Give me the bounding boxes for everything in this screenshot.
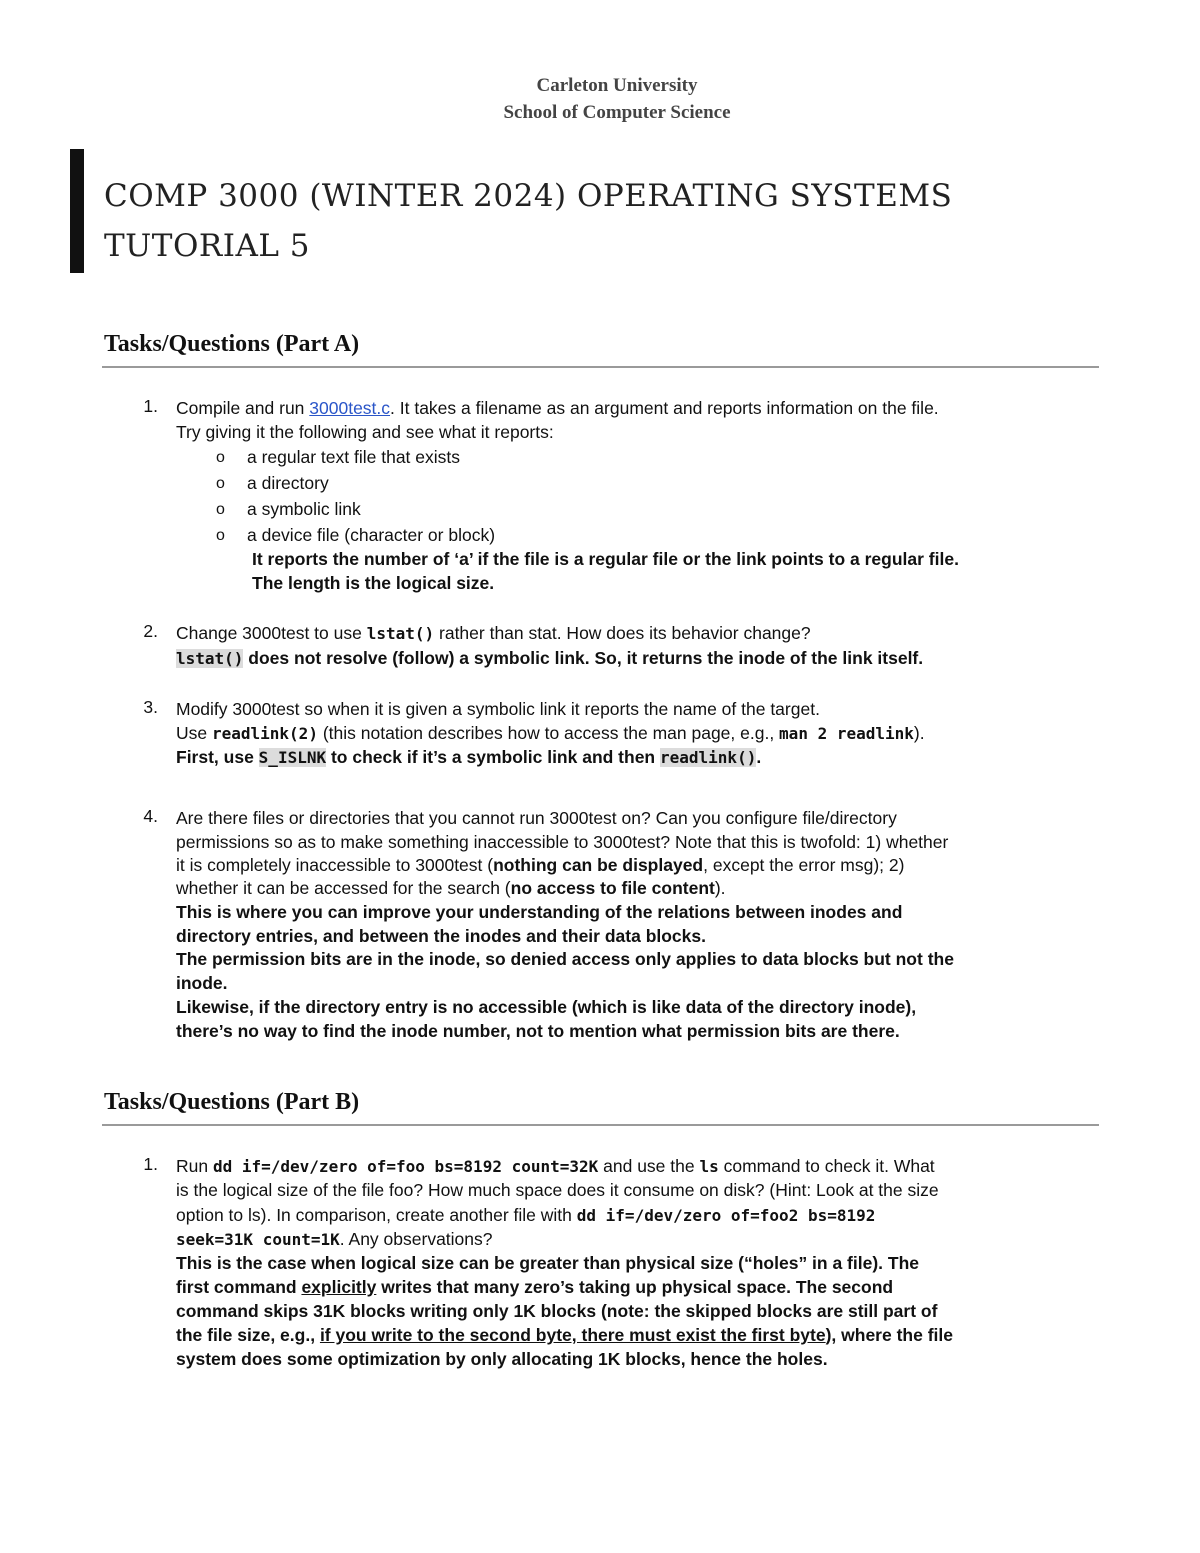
question-b1-line3 [176,1203,875,1228]
underlined-phrase: explicitly [301,1277,377,1297]
answer-text: inode. [176,973,228,993]
question-text: it is completely inaccessible to 3000test ( [176,855,494,875]
question-number: 1. [143,1154,158,1174]
bullet-marker: o [216,449,225,466]
question-text: ). [913,723,925,743]
answer-text: The permission bits are in the inode, so denied access only applies to data blocks but not the [176,949,954,969]
question-text: . Any observations? [339,1229,493,1249]
answer-b1-line2 [176,1275,893,1299]
question-text: Use [176,723,212,743]
answer-text: This is where you can improve your understanding of the relations between inodes and [176,902,903,922]
code-man-command: man 2 readlink [779,724,914,743]
question-a2-line1 [176,621,811,646]
question-number: 2. [143,621,158,641]
answer-text: first command [176,1277,302,1297]
school-name: School of Computer Science [503,102,731,123]
course-title: COMP 3000 (WINTER 2024) OPERATING SYSTEMS [104,178,953,214]
answer-text: Likewise, if the directory entry is no accessible (which is like data of the directory inode), [176,997,917,1017]
question-a1-line2: Try giving it the following and see what it reports: [176,422,554,442]
question-number: 4. [143,806,158,826]
question-a4-line4 [176,876,726,900]
bullet-marker: o [216,501,225,518]
question-text: . It takes a filename as an argument and reports information on the file. [390,398,939,418]
question-text: is the logical size of the file foo? How much space does it consume on disk? (Hint: Look at the size [176,1180,939,1200]
question-text: ). [714,878,726,898]
bold-phrase: nothing can be displayed [493,855,704,875]
question-number: 3. [143,697,158,717]
bold-phrase: no access to file content [510,878,715,898]
bullet-marker: o [216,527,225,544]
question-text: command to check it. What [718,1156,935,1176]
answer-text: The length is the logical size. [252,573,495,593]
answer-text: to check if it’s a symbolic link and then [326,747,660,767]
title-accent-bar [70,149,84,273]
question-b1-line4 [176,1227,493,1252]
answer-text: system does some optimization by only allocating 1K blocks, hence the holes. [176,1349,828,1369]
question-number: 1. [143,396,158,416]
answer-a2 [176,646,923,671]
question-text: , except the error msg); 2) [703,855,905,875]
bullet-item: a directory [247,473,329,493]
question-text: whether it can be accessed for the search ( [176,878,511,898]
answer-b1-line4 [176,1323,953,1347]
code-lstat: lstat() [366,624,435,643]
question-text: rather than stat. How does its behavior change? [434,623,811,643]
question-text: Run [176,1156,213,1176]
question-b1-line1 [176,1154,935,1179]
part-b-rule [102,1124,1099,1126]
answer-text: does not resolve (follow) a symbolic link. So, it returns the inode of the link itself. [243,648,924,668]
code-readlink: readlink() [660,748,757,767]
bullet-item: a device file (character or block) [247,525,496,545]
question-a3-line1: Modify 3000test so when it is given a symbolic link it reports the name of the target. [176,699,820,719]
code-dd-command: dd if=/dev/zero of=foo bs=8192 count=32K [212,1157,599,1176]
question-text: option to ls). In comparison, create another file with [176,1205,577,1225]
answer-a3 [176,745,761,770]
code-readlink: readlink(2) [211,724,318,743]
question-text: permissions so as to make something inaccessible to 3000test? Note that this is twofold: 1) whether [176,832,949,852]
code-s-islnk: S_ISLNK [258,748,327,767]
code-ls: ls [699,1157,719,1176]
answer-text: . [756,747,762,767]
part-b-heading: Tasks/Questions (Part B) [104,1089,360,1115]
3000test-link[interactable]: 3000test.c [309,398,391,418]
code-dd-command: dd if=/dev/zero of=foo2 bs=8192 [576,1206,876,1225]
question-text: Compile and run [176,398,310,418]
answer-text: writes that many zero’s taking up physical space. The second [376,1277,894,1297]
question-a1-line1 [176,396,939,420]
answer-text: directory entries, and between the inodes and their data blocks. [176,926,706,946]
question-a4-line3 [176,853,904,877]
answer-text: This is the case when logical size can be greater than physical size (“holes” in a file). The [176,1253,920,1273]
part-a-rule [102,366,1099,368]
answer-text: It reports the number of ‘a’ if the file is a regular file or the link points to a regular file. [252,549,959,569]
answer-text: command skips 31K blocks writing only 1K blocks (note: the skipped blocks are still part of [176,1301,938,1321]
university-name: Carleton University [536,75,698,96]
question-text: (this notation describes how to access the man page, e.g., [317,723,780,743]
question-text: Change 3000test to use [176,623,367,643]
answer-text: First, use [176,747,259,767]
underlined-phrase: if you write to the second byte, there must exist the first byte [319,1325,826,1345]
answer-text: the file size, e.g., [176,1325,320,1345]
question-a3-line2 [176,721,925,746]
code-lstat: lstat() [176,649,244,668]
tutorial-title: TUTORIAL 5 [104,228,311,264]
answer-text: there’s no way to find the inode number, not to mention what permission bits are there. [176,1021,900,1041]
bullet-marker: o [216,475,225,492]
bullet-item: a symbolic link [247,499,361,519]
code-dd-args: seek=31K count=1K [176,1230,340,1249]
answer-text: ), where the file [825,1325,953,1345]
part-a-heading: Tasks/Questions (Part A) [104,331,360,357]
bullet-item: a regular text file that exists [247,447,461,467]
question-text: and use the [598,1156,700,1176]
question-text: Are there files or directories that you cannot run 3000test on? Can you configure file/directory [176,808,897,828]
